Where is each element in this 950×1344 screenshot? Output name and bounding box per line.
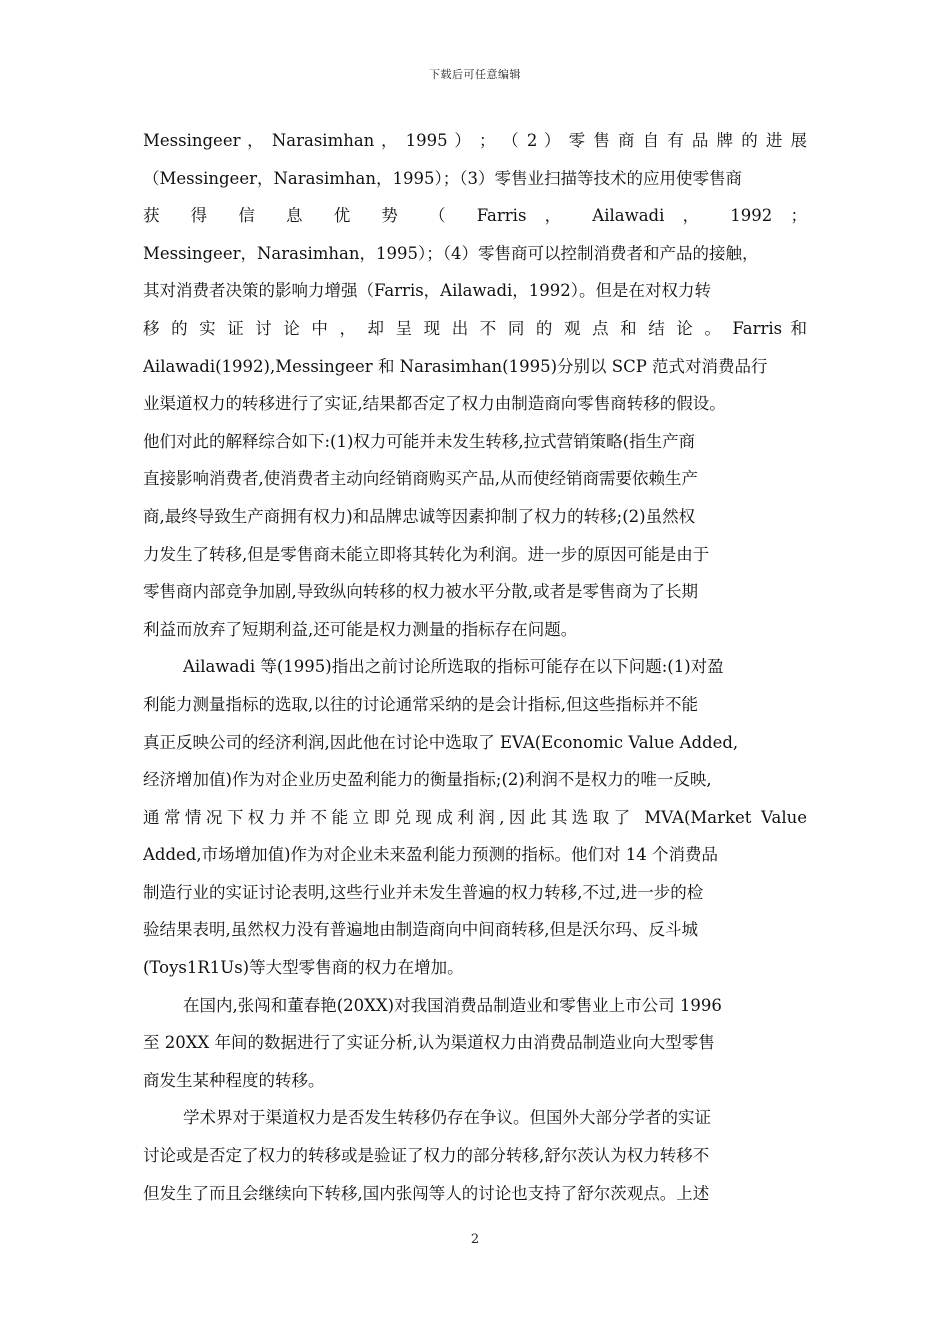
text-line: （Messingeer，Narasimhan，1995）；（3）零售业扫描等技术的应用使零售商 xyxy=(143,168,742,188)
text-line: 移 的 实 证 讨 论 中 ， 却 呈 现 出 不 同 的 观 点 和 结 论 。 Farris 和 xyxy=(143,318,807,338)
text-line: Ailawadi(1992),Messingeer 和 Narasimhan(1995)分别以 SCP 范式对消费品行 xyxy=(143,356,768,376)
text-line: 利益而放弃了短期利益,还可能是权力测量的指标存在问题。 xyxy=(143,619,578,639)
text-line: Messingeer ， Narasimhan ， 1995 ） ； （ 2 ） 零 售 商 自 有 品 牌 的 进 展 xyxy=(143,131,807,150)
text-line: 直接影响消费者,使消费者主动向经销商购买产品,从而使经销商需要依赖生产 xyxy=(143,469,698,489)
text-line: 讨论或是否定了权力的转移或是验证了权力的部分转移,舒尔茨认为权力转移不 xyxy=(143,1146,710,1166)
paragraph-first-line: Ailawadi 等(1995)指出之前讨论所选取的指标可能存在以下问题:(1)对盈 xyxy=(183,657,724,677)
text-line: 他们对此的解释综合如下:(1)权力可能并未发生转移,拉式营销策略(指生产商 xyxy=(143,431,696,451)
text-line: 经济增加值)作为对企业历史盈利能力的衡量指标;(2)利润不是权力的唯一反映, xyxy=(143,770,712,790)
paragraph-first-line: 学术界对于渠道权力是否发生转移仍存在争议。但国外大部分学者的实证 xyxy=(183,1108,711,1128)
text-line: 至 20XX 年间的数据进行了实证分析,认为渠道权力由消费品制造业向大型零售 xyxy=(143,1033,715,1053)
text-line: Messingeer，Narasimhan，1995）；（4）零售商可以控制消费者和产品的接触， xyxy=(143,243,759,263)
text-line: 获 得 信 息 优 势 （ Farris ， Ailawadi ， 1992 ； xyxy=(143,206,807,226)
paragraph-first-line: 在国内,张闯和董春艳(20XX)对我国消费品制造业和零售业上市公司 1996 xyxy=(183,995,722,1015)
text-line: 零售商内部竞争加剧,导致纵向转移的权力被水平分散,或者是零售商为了长期 xyxy=(143,582,698,602)
text-line: 其对消费者决策的影响力增强（Farris，Ailawadi，1992）。但是在对权力转 xyxy=(143,281,712,301)
document-body xyxy=(143,122,807,1212)
text-line: 制造行业的实证讨论表明,这些行业并未发生普遍的权力转移,不过,进一步的检 xyxy=(143,882,704,902)
page-header-note: 下载后可任意编辑 xyxy=(429,68,521,81)
text-line: 商发生某种程度的转移。 xyxy=(143,1070,325,1090)
text-line: 商,最终导致生产商拥有权力)和品牌忠诚等因素抑制了权力的转移;(2)虽然权 xyxy=(143,506,696,526)
text-line: 通常情况下权力并不能立即兑现成利润,因此其选取了 MVA(Market Value xyxy=(143,807,807,827)
text-line: 验结果表明,虽然权力没有普遍地由制造商向中间商转移,但是沃尔玛、反斗城 xyxy=(143,920,698,940)
text-line: (Toys1R1Us)等大型零售商的权力在增加。 xyxy=(143,958,464,978)
page-number: 2 xyxy=(470,1232,480,1247)
text-line: 真正反映公司的经济利润,因此他在讨论中选取了 EVA(Economic Value Added, xyxy=(143,732,739,752)
text-line: 但发生了而且会继续向下转移,国内张闯等人的讨论也支持了舒尔茨观点。上述 xyxy=(143,1183,710,1203)
text-line: 力发生了转移,但是零售商未能立即将其转化为利润。进一步的原因可能是由于 xyxy=(143,544,710,564)
text-line: 利能力测量指标的选取,以往的讨论通常采纳的是会计指标,但这些指标并不能 xyxy=(143,694,698,714)
text-line: 业渠道权力的转移进行了实证,结果都否定了权力由制造商向零售商转移的假设。 xyxy=(143,394,726,414)
text-line: Added,市场增加值)作为对企业未来盈利能力预测的指标。他们对 14 个消费品 xyxy=(143,845,719,865)
